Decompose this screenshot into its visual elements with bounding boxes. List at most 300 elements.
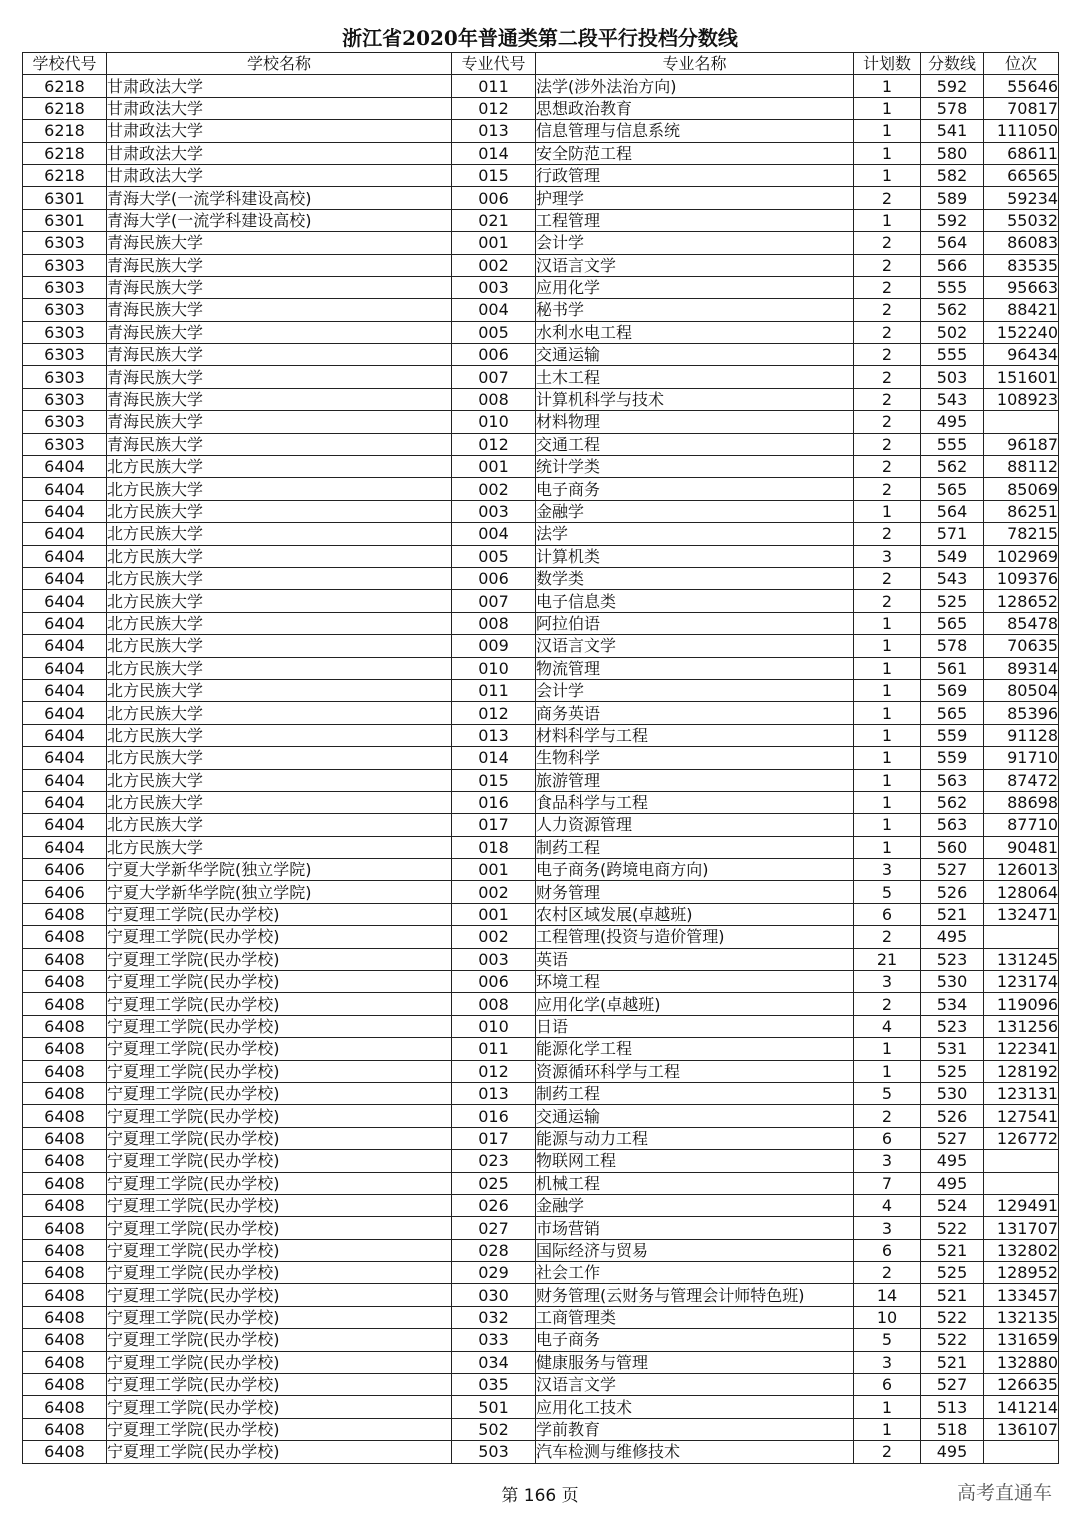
- cell-score-line: 580: [921, 142, 984, 164]
- cell-rank: 85069: [984, 478, 1059, 500]
- table-row: [23, 1015, 1059, 1037]
- cell-school-code: 6404: [23, 724, 107, 746]
- cell-major-name: 思想政治教育: [536, 97, 854, 119]
- cell-school-name: 北方民族大学: [107, 500, 452, 522]
- cell-plan-count: 2: [854, 1262, 921, 1284]
- cell-school-code: 6303: [23, 433, 107, 455]
- cell-plan-count: 2: [854, 276, 921, 298]
- cell-rank: 131256: [984, 1015, 1059, 1037]
- cell-school-code: 6404: [23, 590, 107, 612]
- cell-school-name: 宁夏理工学院(民办学校): [107, 903, 452, 925]
- cell-school-code: 6218: [23, 142, 107, 164]
- cell-school-name: 宁夏理工学院(民办学校): [107, 1374, 452, 1396]
- cell-score-line: 522: [921, 1329, 984, 1351]
- cell-plan-count: 2: [854, 187, 921, 209]
- cell-major-name: 阿拉伯语: [536, 612, 854, 634]
- cell-school-name: 北方民族大学: [107, 478, 452, 500]
- cell-plan-count: 1: [854, 612, 921, 634]
- cell-major-name: 国际经济与贸易: [536, 1239, 854, 1261]
- cell-school-code: 6408: [23, 1239, 107, 1261]
- cell-score-line: 527: [921, 859, 984, 881]
- cell-score-line: 531: [921, 1038, 984, 1060]
- cell-school-code: 6404: [23, 545, 107, 567]
- header-major-code: 专业代号: [452, 53, 536, 75]
- table-row: [23, 500, 1059, 522]
- cell-school-code: 6408: [23, 1038, 107, 1060]
- cell-score-line: 559: [921, 724, 984, 746]
- table-row: [23, 1374, 1059, 1396]
- cell-major-name: 数学类: [536, 567, 854, 589]
- cell-plan-count: 3: [854, 971, 921, 993]
- table-row: [23, 142, 1059, 164]
- cell-major-code: 026: [452, 1194, 536, 1216]
- cell-school-code: 6406: [23, 881, 107, 903]
- cell-score-line: 541: [921, 120, 984, 142]
- table-row: [23, 1217, 1059, 1239]
- cell-major-code: 017: [452, 814, 536, 836]
- document-title: 浙江省2020年普通类第二段平行投档分数线: [342, 26, 738, 50]
- cell-plan-count: 6: [854, 1127, 921, 1149]
- cell-score-line: 563: [921, 814, 984, 836]
- cell-rank: 96434: [984, 344, 1059, 366]
- cell-school-name: 甘肃政法大学: [107, 120, 452, 142]
- cell-plan-count: 1: [854, 1396, 921, 1418]
- cell-rank: 132135: [984, 1306, 1059, 1328]
- cell-major-name: 汉语言文学: [536, 254, 854, 276]
- cell-major-code: 503: [452, 1441, 536, 1463]
- cell-plan-count: 1: [854, 769, 921, 791]
- cell-major-code: 001: [452, 903, 536, 925]
- cell-major-name: 电子商务: [536, 478, 854, 500]
- table-row: [23, 75, 1059, 97]
- cell-score-line: 582: [921, 164, 984, 186]
- cell-school-code: 6303: [23, 321, 107, 343]
- cell-school-code: 6404: [23, 769, 107, 791]
- cell-score-line: 543: [921, 388, 984, 410]
- table-row: [23, 635, 1059, 657]
- cell-rank: 128952: [984, 1262, 1059, 1284]
- cell-rank: 151601: [984, 366, 1059, 388]
- cell-plan-count: 1: [854, 814, 921, 836]
- cell-score-line: 503: [921, 366, 984, 388]
- cell-plan-count: 2: [854, 926, 921, 948]
- cell-plan-count: 5: [854, 1082, 921, 1104]
- cell-plan-count: 2: [854, 590, 921, 612]
- cell-school-name: 宁夏理工学院(民办学校): [107, 1351, 452, 1373]
- cell-rank: 128064: [984, 881, 1059, 903]
- cell-plan-count: 2: [854, 321, 921, 343]
- table-row: [23, 1284, 1059, 1306]
- cell-school-code: 6408: [23, 1351, 107, 1373]
- cell-school-name: 青海民族大学: [107, 388, 452, 410]
- table-row: [23, 881, 1059, 903]
- cell-major-code: 029: [452, 1262, 536, 1284]
- table-row: [23, 971, 1059, 993]
- cell-major-code: 018: [452, 836, 536, 858]
- cell-major-code: 035: [452, 1374, 536, 1396]
- cell-school-name: 北方民族大学: [107, 702, 452, 724]
- cell-school-code: 6408: [23, 1127, 107, 1149]
- table-row: [23, 590, 1059, 612]
- cell-major-code: 021: [452, 209, 536, 231]
- cell-plan-count: 2: [854, 567, 921, 589]
- cell-school-code: 6303: [23, 388, 107, 410]
- cell-major-name: 机械工程: [536, 1172, 854, 1194]
- cell-school-name: 宁夏理工学院(民办学校): [107, 1082, 452, 1104]
- cell-school-name: 宁夏理工学院(民办学校): [107, 1217, 452, 1239]
- cell-plan-count: 3: [854, 1217, 921, 1239]
- cell-school-code: 6301: [23, 209, 107, 231]
- cell-school-code: 6404: [23, 635, 107, 657]
- cell-school-name: 北方民族大学: [107, 791, 452, 813]
- cell-plan-count: 1: [854, 702, 921, 724]
- cell-plan-count: 1: [854, 791, 921, 813]
- cell-school-name: 宁夏理工学院(民办学校): [107, 1418, 452, 1440]
- cell-major-name: 制药工程: [536, 836, 854, 858]
- cell-score-line: 525: [921, 590, 984, 612]
- cell-major-code: 027: [452, 1217, 536, 1239]
- cell-plan-count: 2: [854, 523, 921, 545]
- cell-major-code: 008: [452, 388, 536, 410]
- cell-school-code: 6408: [23, 948, 107, 970]
- cell-major-name: 会计学: [536, 232, 854, 254]
- cell-plan-count: 1: [854, 679, 921, 701]
- cell-major-name: 社会工作: [536, 1262, 854, 1284]
- cell-score-line: 564: [921, 232, 984, 254]
- cell-plan-count: 14: [854, 1284, 921, 1306]
- table-row: [23, 433, 1059, 455]
- cell-major-name: 物联网工程: [536, 1150, 854, 1172]
- cell-major-name: 环境工程: [536, 971, 854, 993]
- cell-score-line: 571: [921, 523, 984, 545]
- cell-school-code: 6404: [23, 500, 107, 522]
- cell-school-name: 北方民族大学: [107, 612, 452, 634]
- cell-school-name: 北方民族大学: [107, 724, 452, 746]
- table-row: [23, 276, 1059, 298]
- cell-plan-count: 1: [854, 836, 921, 858]
- cell-rank: 109376: [984, 567, 1059, 589]
- cell-score-line: 521: [921, 1351, 984, 1373]
- cell-plan-count: 10: [854, 1306, 921, 1328]
- cell-major-name: 法学: [536, 523, 854, 545]
- table-row: [23, 120, 1059, 142]
- table-row: [23, 1105, 1059, 1127]
- table-header-row: [23, 53, 1059, 75]
- table-row: [23, 232, 1059, 254]
- cell-major-name: 食品科学与工程: [536, 791, 854, 813]
- table-row: [23, 926, 1059, 948]
- table-row: [23, 1441, 1059, 1463]
- score-table: [22, 52, 1059, 1464]
- table-row: [23, 1418, 1059, 1440]
- cell-plan-count: 21: [854, 948, 921, 970]
- table-row: [23, 254, 1059, 276]
- cell-rank: 152240: [984, 321, 1059, 343]
- table-row: [23, 859, 1059, 881]
- cell-major-name: 商务英语: [536, 702, 854, 724]
- table-row: [23, 299, 1059, 321]
- cell-score-line: 527: [921, 1374, 984, 1396]
- cell-major-code: 012: [452, 433, 536, 455]
- table-row: [23, 1262, 1059, 1284]
- cell-school-name: 宁夏理工学院(民办学校): [107, 1172, 452, 1194]
- cell-school-code: 6408: [23, 1441, 107, 1463]
- cell-school-name: 宁夏理工学院(民办学校): [107, 1060, 452, 1082]
- cell-major-code: 006: [452, 344, 536, 366]
- cell-major-code: 006: [452, 187, 536, 209]
- cell-school-name: 宁夏理工学院(民办学校): [107, 1105, 452, 1127]
- cell-score-line: 565: [921, 612, 984, 634]
- cell-rank: [984, 1150, 1059, 1172]
- cell-rank: 108923: [984, 388, 1059, 410]
- cell-plan-count: 2: [854, 411, 921, 433]
- cell-major-name: 应用化学(卓越班): [536, 993, 854, 1015]
- header-school-name: 学校名称: [107, 53, 452, 75]
- cell-school-code: 6408: [23, 1217, 107, 1239]
- cell-major-code: 014: [452, 747, 536, 769]
- cell-major-name: 统计学类: [536, 456, 854, 478]
- cell-major-name: 健康服务与管理: [536, 1351, 854, 1373]
- cell-school-name: 北方民族大学: [107, 590, 452, 612]
- watermark: 高考直通车: [956, 1482, 1052, 1504]
- cell-school-code: 6408: [23, 1194, 107, 1216]
- cell-rank: 123131: [984, 1082, 1059, 1104]
- cell-major-code: 010: [452, 411, 536, 433]
- cell-plan-count: 3: [854, 859, 921, 881]
- cell-school-name: 宁夏理工学院(民办学校): [107, 993, 452, 1015]
- cell-score-line: 521: [921, 1284, 984, 1306]
- cell-plan-count: 2: [854, 254, 921, 276]
- table-row: [23, 1172, 1059, 1194]
- cell-major-name: 法学(涉外法治方向): [536, 75, 854, 97]
- table-row: [23, 456, 1059, 478]
- cell-rank: 91710: [984, 747, 1059, 769]
- table-row: [23, 187, 1059, 209]
- cell-school-name: 宁夏理工学院(民办学校): [107, 1127, 452, 1149]
- cell-plan-count: 1: [854, 747, 921, 769]
- cell-major-code: 004: [452, 299, 536, 321]
- cell-school-name: 北方民族大学: [107, 567, 452, 589]
- cell-score-line: 522: [921, 1217, 984, 1239]
- cell-school-name: 宁夏理工学院(民办学校): [107, 1306, 452, 1328]
- cell-major-name: 土木工程: [536, 366, 854, 388]
- cell-score-line: 523: [921, 948, 984, 970]
- cell-school-code: 6404: [23, 657, 107, 679]
- cell-major-name: 能源化学工程: [536, 1038, 854, 1060]
- cell-school-name: 甘肃政法大学: [107, 75, 452, 97]
- cell-plan-count: 3: [854, 1150, 921, 1172]
- cell-school-name: 北方民族大学: [107, 679, 452, 701]
- cell-school-name: 宁夏理工学院(民办学校): [107, 1150, 452, 1172]
- cell-school-name: 青海民族大学: [107, 321, 452, 343]
- cell-school-code: 6408: [23, 1105, 107, 1127]
- cell-rank: 136107: [984, 1418, 1059, 1440]
- cell-major-code: 012: [452, 97, 536, 119]
- cell-major-name: 材料物理: [536, 411, 854, 433]
- cell-school-code: 6404: [23, 836, 107, 858]
- cell-rank: 132880: [984, 1351, 1059, 1373]
- cell-score-line: 513: [921, 1396, 984, 1418]
- cell-school-code: 6404: [23, 523, 107, 545]
- cell-rank: 89314: [984, 657, 1059, 679]
- cell-rank: 55032: [984, 209, 1059, 231]
- cell-school-code: 6218: [23, 97, 107, 119]
- cell-school-name: 宁夏理工学院(民办学校): [107, 1441, 452, 1463]
- cell-plan-count: 2: [854, 388, 921, 410]
- cell-major-name: 材料科学与工程: [536, 724, 854, 746]
- table-row: [23, 567, 1059, 589]
- cell-rank: 133457: [984, 1284, 1059, 1306]
- cell-school-code: 6408: [23, 1374, 107, 1396]
- cell-major-name: 工程管理: [536, 209, 854, 231]
- cell-plan-count: 1: [854, 209, 921, 231]
- cell-major-code: 501: [452, 1396, 536, 1418]
- cell-major-name: 市场营销: [536, 1217, 854, 1239]
- table-row: [23, 209, 1059, 231]
- cell-major-code: 002: [452, 478, 536, 500]
- cell-major-name: 秘书学: [536, 299, 854, 321]
- cell-rank: 88112: [984, 456, 1059, 478]
- cell-school-name: 宁夏理工学院(民办学校): [107, 1262, 452, 1284]
- table-row: [23, 164, 1059, 186]
- cell-rank: 66565: [984, 164, 1059, 186]
- cell-major-code: 002: [452, 881, 536, 903]
- cell-plan-count: 6: [854, 1239, 921, 1261]
- cell-rank: 128652: [984, 590, 1059, 612]
- cell-school-code: 6404: [23, 612, 107, 634]
- table-row: [23, 657, 1059, 679]
- cell-major-name: 农村区域发展(卓越班): [536, 903, 854, 925]
- cell-rank: 70635: [984, 635, 1059, 657]
- cell-score-line: 589: [921, 187, 984, 209]
- cell-major-code: 034: [452, 1351, 536, 1373]
- cell-school-code: 6408: [23, 1306, 107, 1328]
- cell-major-name: 电子商务: [536, 1329, 854, 1351]
- cell-score-line: 562: [921, 456, 984, 478]
- table-row: [23, 791, 1059, 813]
- cell-major-name: 英语: [536, 948, 854, 970]
- table-row: [23, 612, 1059, 634]
- cell-school-name: 青海民族大学: [107, 299, 452, 321]
- cell-plan-count: 1: [854, 164, 921, 186]
- cell-major-name: 工商管理类: [536, 1306, 854, 1328]
- cell-school-name: 宁夏理工学院(民办学校): [107, 1015, 452, 1037]
- cell-score-line: 565: [921, 702, 984, 724]
- cell-major-code: 001: [452, 859, 536, 881]
- cell-major-code: 008: [452, 612, 536, 634]
- cell-school-code: 6408: [23, 926, 107, 948]
- cell-plan-count: 1: [854, 142, 921, 164]
- cell-major-code: 033: [452, 1329, 536, 1351]
- table-row: [23, 97, 1059, 119]
- cell-plan-count: 1: [854, 1038, 921, 1060]
- table-row: [23, 523, 1059, 545]
- cell-plan-count: 1: [854, 97, 921, 119]
- cell-school-name: 宁夏理工学院(民办学校): [107, 948, 452, 970]
- cell-score-line: 555: [921, 344, 984, 366]
- cell-score-line: 592: [921, 75, 984, 97]
- cell-score-line: 564: [921, 500, 984, 522]
- cell-rank: 87710: [984, 814, 1059, 836]
- cell-score-line: 563: [921, 769, 984, 791]
- cell-school-code: 6303: [23, 411, 107, 433]
- cell-major-name: 安全防范工程: [536, 142, 854, 164]
- cell-school-code: 6404: [23, 702, 107, 724]
- cell-school-code: 6408: [23, 1082, 107, 1104]
- cell-school-name: 青海民族大学: [107, 254, 452, 276]
- cell-plan-count: 2: [854, 366, 921, 388]
- cell-school-code: 6404: [23, 679, 107, 701]
- cell-plan-count: 2: [854, 344, 921, 366]
- cell-school-code: 6404: [23, 567, 107, 589]
- cell-rank: 85396: [984, 702, 1059, 724]
- cell-rank: 91128: [984, 724, 1059, 746]
- cell-school-name: 青海民族大学: [107, 344, 452, 366]
- cell-rank: 102969: [984, 545, 1059, 567]
- table-row: [23, 903, 1059, 925]
- table-body: [23, 75, 1059, 1463]
- cell-score-line: 526: [921, 1105, 984, 1127]
- table-row: [23, 747, 1059, 769]
- cell-score-line: 555: [921, 276, 984, 298]
- cell-major-name: 财务管理: [536, 881, 854, 903]
- cell-major-name: 应用化工技术: [536, 1396, 854, 1418]
- cell-rank: 122341: [984, 1038, 1059, 1060]
- cell-major-code: 010: [452, 1015, 536, 1037]
- cell-plan-count: 2: [854, 993, 921, 1015]
- cell-score-line: 578: [921, 97, 984, 119]
- cell-school-code: 6408: [23, 1329, 107, 1351]
- cell-plan-count: 3: [854, 545, 921, 567]
- page-number: 第 166 页: [501, 1486, 579, 1506]
- table-row: [23, 1038, 1059, 1060]
- cell-major-name: 财务管理(云财务与管理会计师特色班): [536, 1284, 854, 1306]
- cell-plan-count: 2: [854, 1441, 921, 1463]
- cell-plan-count: 2: [854, 478, 921, 500]
- cell-major-code: 015: [452, 769, 536, 791]
- cell-plan-count: 5: [854, 881, 921, 903]
- cell-school-code: 6303: [23, 366, 107, 388]
- cell-school-code: 6404: [23, 814, 107, 836]
- cell-score-line: 521: [921, 903, 984, 925]
- table-row: [23, 724, 1059, 746]
- cell-school-code: 6303: [23, 254, 107, 276]
- cell-major-code: 007: [452, 590, 536, 612]
- cell-rank: [984, 926, 1059, 948]
- cell-school-code: 6404: [23, 747, 107, 769]
- cell-rank: 59234: [984, 187, 1059, 209]
- cell-rank: 123174: [984, 971, 1059, 993]
- cell-school-name: 北方民族大学: [107, 635, 452, 657]
- cell-major-name: 人力资源管理: [536, 814, 854, 836]
- cell-school-name: 北方民族大学: [107, 523, 452, 545]
- cell-school-name: 宁夏理工学院(民办学校): [107, 1396, 452, 1418]
- cell-major-code: 013: [452, 120, 536, 142]
- cell-score-line: 562: [921, 791, 984, 813]
- cell-school-code: 6303: [23, 232, 107, 254]
- cell-school-code: 6408: [23, 1060, 107, 1082]
- cell-school-name: 宁夏大学新华学院(独立学院): [107, 859, 452, 881]
- cell-rank: 126772: [984, 1127, 1059, 1149]
- cell-rank: 68611: [984, 142, 1059, 164]
- cell-major-code: 002: [452, 254, 536, 276]
- cell-major-name: 信息管理与信息系统: [536, 120, 854, 142]
- cell-school-code: 6408: [23, 1396, 107, 1418]
- cell-rank: 85478: [984, 612, 1059, 634]
- cell-rank: 87472: [984, 769, 1059, 791]
- cell-major-name: 交通运输: [536, 1105, 854, 1127]
- cell-score-line: 578: [921, 635, 984, 657]
